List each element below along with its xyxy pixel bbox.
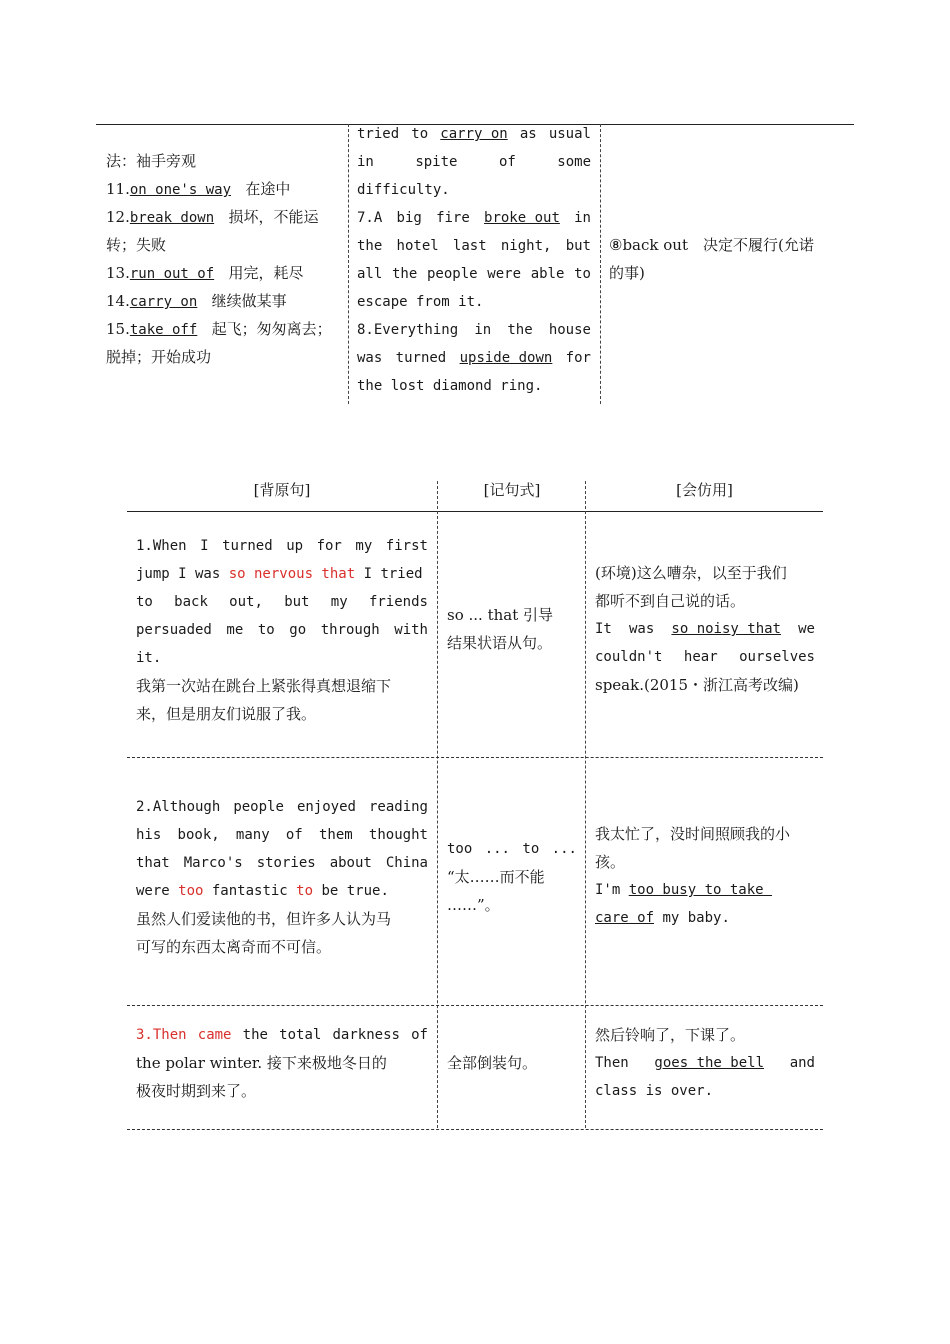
answer-blank: too busy to take: [628, 882, 773, 898]
phrase-12: break down: [129, 210, 215, 226]
highlight-text: 3.Then: [136, 1027, 187, 1043]
sentence-line: 1.When I turned up for my first: [136, 538, 428, 554]
row3-pattern: [447, 1049, 581, 1077]
row2-original: [136, 793, 428, 961]
header-rule: [127, 511, 823, 512]
row-separator: [127, 1005, 823, 1006]
imitation-line: 我太忙了，没时间照顾我的小: [595, 825, 791, 843]
row-separator: [127, 1129, 823, 1130]
row2-pattern: [447, 835, 577, 919]
phrase-14: carry on: [129, 294, 198, 310]
translation-line: 虽然人们爱读他的书，但许多人认为马: [136, 910, 392, 928]
imitation-line: couldn't hear ourselves: [595, 649, 815, 665]
imitation-line: 都听不到自己说的话。: [595, 592, 746, 610]
imitation-line: (环境)这么嘈杂，以至于我们: [595, 564, 787, 582]
top-divider-1: [348, 124, 349, 404]
sentence-line: were too fantastic to be true.: [136, 883, 389, 899]
example-line: 7.A big fire broke out in: [357, 210, 591, 226]
phrase-item-13: 13.run out of 用完，耗尽: [106, 264, 304, 282]
sentence-line: jump I was so nervous that I tried: [136, 566, 423, 582]
pattern-line: so ... that 引导: [447, 606, 553, 624]
imitation-line: I'm too busy to take: [595, 882, 773, 898]
table-divider-2: [585, 481, 586, 1128]
imitation-line: 孩。: [595, 853, 626, 871]
example-line: tried to carry on as usual: [357, 126, 591, 142]
sentence-line: the polar winter. 接下来极地冬日的: [136, 1054, 387, 1072]
imitation-line: class is over.: [595, 1083, 714, 1099]
phrase-line: 法：袖手旁观: [106, 152, 197, 170]
sentence-line: to back out, but my friends: [136, 594, 428, 610]
pattern-line: 结果状语从句。: [447, 634, 553, 652]
row3-imitation: [595, 1021, 815, 1105]
pattern-line: 全部倒装句。: [447, 1054, 538, 1072]
imitation-line: It was so noisy that we: [595, 615, 815, 643]
phrase-line: 脱掉；开始成功: [106, 348, 212, 366]
example-line: the lost diamond ring.: [357, 378, 543, 394]
imitation-line: speak.(2015・浙江高考改编): [595, 676, 799, 694]
table-divider-1: [437, 481, 438, 1128]
example-line: in spite of some: [357, 154, 591, 170]
header-original-sentence: [背原句]: [253, 481, 311, 499]
sentence-line: it.: [136, 650, 162, 666]
header-imitation: [会仿用]: [676, 481, 733, 499]
highlight-text: came: [197, 1027, 232, 1043]
phrase-13: run out of: [129, 266, 215, 282]
top-col-examples: [357, 120, 591, 400]
row1-pattern: [447, 601, 581, 657]
answer-blank: care of: [595, 910, 655, 926]
row3-original: [136, 1021, 428, 1105]
sentence-line: that Marco's stories about China: [136, 855, 428, 871]
phrase-item-14: 14.carry on 继续做某事: [106, 292, 287, 310]
phrase-item-11: 11.on one's way 在途中: [106, 180, 291, 198]
highlight-text: to: [296, 883, 314, 899]
example-line: escape from it.: [357, 294, 484, 310]
sentence-line: 3.Then came the total darkness of: [136, 1021, 428, 1049]
row1-original: [136, 532, 428, 728]
answer-blank: so noisy that: [671, 621, 781, 637]
imitation-line: 然后铃响了，下课了。: [595, 1026, 746, 1044]
pattern-line: “太……而不能: [447, 868, 545, 886]
sentence-line: his book, many of them thought: [136, 827, 428, 843]
phrase-11: on one's way: [129, 182, 232, 198]
answer-blank: goes the bell: [654, 1055, 764, 1071]
example-line: the hotel last night, but: [357, 238, 591, 254]
top-col-phrases: [106, 147, 342, 371]
imitation-line: Then goes the bell and: [595, 1049, 815, 1077]
sentence-line: 2.Although people enjoyed reading: [136, 799, 428, 815]
phrase-line: 转；失败: [106, 236, 167, 254]
row1-imitation: [595, 559, 815, 699]
pattern-line: ……”。: [447, 896, 500, 914]
highlight-text: so nervous that: [228, 566, 356, 582]
highlight-text: too: [178, 883, 204, 899]
imitation-line: care of my baby.: [595, 910, 730, 926]
top-divider-2: [600, 124, 601, 404]
phrase-15: take off: [129, 322, 198, 338]
row-separator: [127, 757, 823, 758]
extension-line: ⑧back out 决定不履行(允诺: [609, 236, 814, 254]
example-line: all the people were able to: [357, 266, 591, 282]
sentence-line: persuaded me to go through with: [136, 622, 428, 638]
translation-line: 我第一次站在跳台上紧张得真想退缩下: [136, 677, 392, 695]
translation-line: 极夜时期到来了。: [136, 1082, 257, 1100]
header-sentence-pattern: [记句式]: [483, 481, 541, 499]
example-line: difficulty.: [357, 182, 450, 198]
pattern-line: too ... to ...: [447, 841, 577, 857]
phrase-item-12: 12.break down 损坏，不能运: [106, 208, 319, 226]
phrase-item-15: 15.take off 起飞；匆匆离去；: [106, 320, 332, 338]
extension-line: 的事): [609, 264, 645, 282]
row2-imitation: [595, 820, 817, 932]
top-col-extension: [609, 231, 854, 287]
translation-line: 来，但是朋友们说服了我。: [136, 705, 317, 723]
example-line: 8.Everything in the house: [357, 322, 591, 338]
translation-line: 可写的东西太离奇而不可信。: [136, 938, 332, 956]
example-line: was turned upside down for: [357, 350, 591, 366]
